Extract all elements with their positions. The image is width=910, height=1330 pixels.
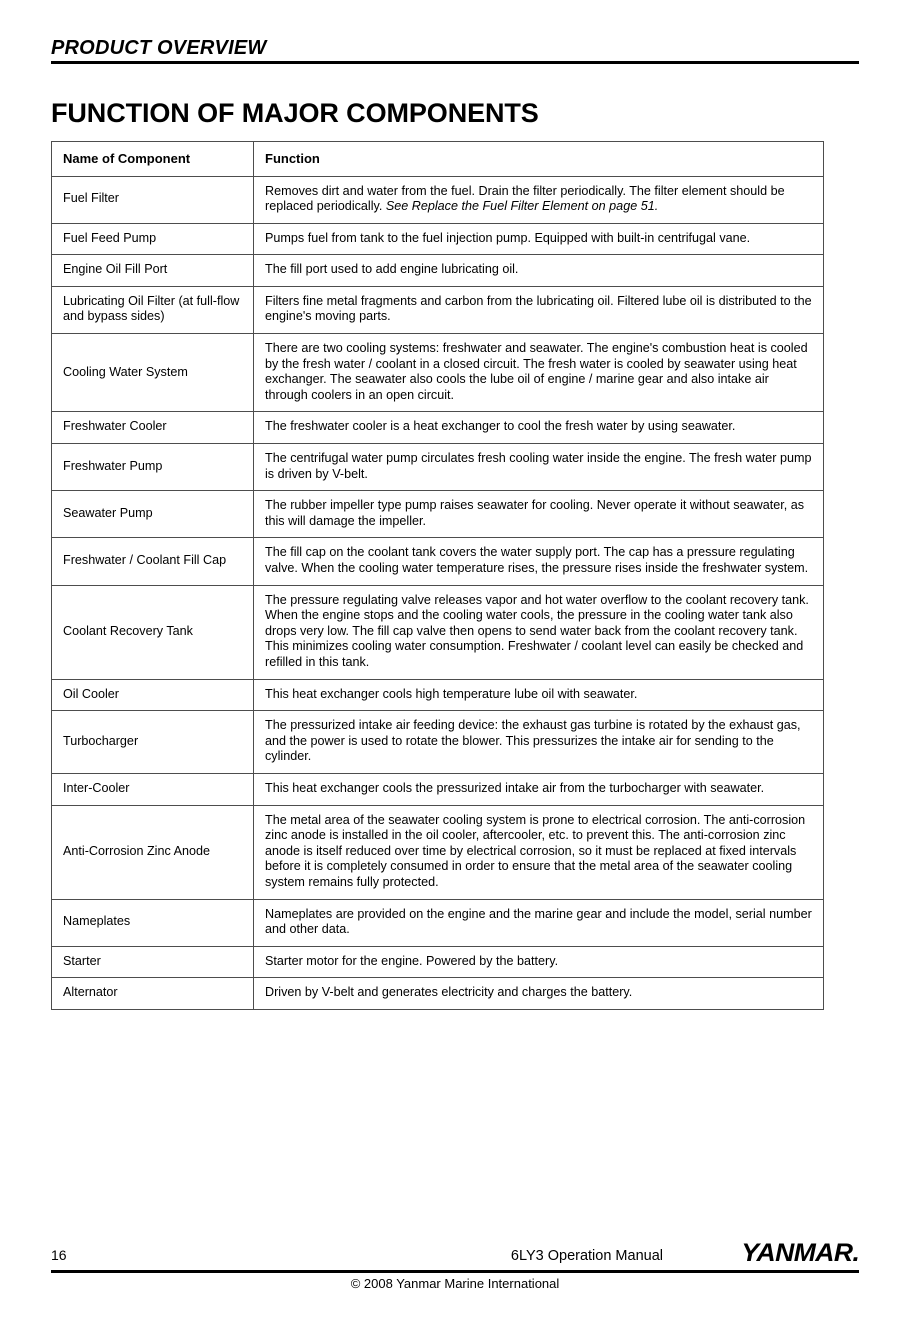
component-function-cell [254, 176, 824, 223]
component-function-cell: This heat exchanger cools the pressurized intake air from the turbocharger with seawater. [254, 773, 824, 805]
section-header [51, 36, 859, 64]
table-row [52, 978, 824, 1010]
page-footer [51, 1239, 859, 1314]
table-row [52, 491, 824, 538]
table-row [52, 711, 824, 774]
function-cross-reference: See Replace the Fuel Filter Element on page 51. [385, 199, 659, 214]
component-function-cell: Driven by V-belt and generates electricity and charges the battery. [254, 978, 824, 1010]
component-function-cell: The pressure regulating valve releases vapor and hot water overflow to the coolant recovery tank. When the engine stops and the cooling water cools, the pressure in the cooling water tank also drops very low. The fill cap valve then opens to send water back from the coolant recovery tank. This minimizes cooling water consumption. Freshwater / coolant level can easily be checked and refilled in this tank. [254, 585, 824, 679]
table-row [52, 899, 824, 946]
component-name-cell: Anti-Corrosion Zinc Anode [52, 805, 254, 899]
component-name-cell: Turbocharger [52, 711, 254, 774]
component-name-cell: Alternator [52, 978, 254, 1010]
table-row [52, 444, 824, 491]
component-name-cell: Seawater Pump [52, 491, 254, 538]
component-name-cell: Inter-Cooler [52, 773, 254, 805]
column-header-name: Name of Component [52, 142, 254, 177]
component-function-cell: The rubber impeller type pump raises seawater for cooling. Never operate it without seawater, as this will damage the impeller. [254, 491, 824, 538]
component-name-cell: Starter [52, 946, 254, 978]
component-name-cell: Cooling Water System [52, 334, 254, 412]
component-function-cell: This heat exchanger cools high temperature lube oil with seawater. [254, 679, 824, 711]
component-name-cell: Fuel Feed Pump [52, 223, 254, 255]
table-row [52, 255, 824, 287]
footer-rule [51, 1270, 859, 1273]
table-row [52, 773, 824, 805]
table-body [52, 176, 824, 1009]
column-header-function: Function [254, 142, 824, 177]
component-function-cell: Filters fine metal fragments and carbon from the lubricating oil. Filtered lube oil is distributed to the engine's moving parts. [254, 286, 824, 333]
table-row [52, 805, 824, 899]
footer-top-row [51, 1239, 859, 1268]
table-header [52, 142, 824, 177]
section-header-rule [51, 61, 859, 64]
component-name-cell: Freshwater Cooler [52, 412, 254, 444]
component-function-cell: There are two cooling systems: freshwater and seawater. The engine's combustion heat is cooled by the fresh water / coolant in a closed circuit. The fresh water is cooled by seawater using heat exchanger. The seawater also cools the lube oil of engine / marine gear and also intake air through coolers in an open circuit. [254, 334, 824, 412]
component-name-cell: Engine Oil Fill Port [52, 255, 254, 287]
footer-manual-title: 6LY3 Operation Manual [510, 1248, 663, 1264]
component-name-cell: Oil Cooler [52, 679, 254, 711]
table-row [52, 412, 824, 444]
component-name-cell: Freshwater Pump [52, 444, 254, 491]
component-name-cell: Coolant Recovery Tank [52, 585, 254, 679]
table-header-row [52, 142, 824, 177]
footer-copyright: © 2008 Yanmar Marine International [350, 1276, 560, 1291]
component-name-cell: Freshwater / Coolant Fill Cap [52, 538, 254, 585]
component-function-cell: Pumps fuel from tank to the fuel injection pump. Equipped with built-in centrifugal vane. [254, 223, 824, 255]
component-function-cell: The centrifugal water pump circulates fresh cooling water inside the engine. The fresh water pump is driven by V-belt. [254, 444, 824, 491]
table-row [52, 334, 824, 412]
component-function-cell: The freshwater cooler is a heat exchanger to cool the fresh water by using seawater. [254, 412, 824, 444]
table-row [52, 679, 824, 711]
table-row [52, 176, 824, 223]
components-table [51, 141, 824, 1010]
table-row [52, 538, 824, 585]
table-row [52, 946, 824, 978]
table-row [52, 585, 824, 679]
component-name-cell: Lubricating Oil Filter (at full-flow and bypass sides) [52, 286, 254, 333]
component-name-cell: Fuel Filter [52, 176, 254, 223]
function-text: Removes dirt and water from the fuel. Drain the filter periodically. The filter element should be replaced periodically. [265, 183, 785, 214]
component-function-cell: The pressurized intake air feeding device: the exhaust gas turbine is rotated by the exhaust gas, and the power is used to rotate the blower. This pressurizes the intake air for sending to the cylinder. [254, 711, 824, 774]
footer-page-number: 16 [51, 1247, 67, 1263]
component-function-cell: The metal area of the seawater cooling system is prone to electrical corrosion. The anti-corrosion zinc anode is installed in the oil cooler, aftercooler, etc. to prevent this. The anti-corrosion zinc anode is itself reduced over time by electrical corrosion, so it must be replaced at fixed intervals before it is completely consumed in order to ensure that the metal area of the seawater cooling system remains fully protected. [254, 805, 824, 899]
page-title: FUNCTION OF MAJOR COMPONENTS [51, 98, 539, 129]
component-function-cell: The fill cap on the coolant tank covers the water supply port. The cap has a pressure regulating valve. When the cooling water temperature rises, the pressure rises inside the freshwater system. [254, 538, 824, 585]
component-function-cell: Nameplates are provided on the engine and the marine gear and include the model, serial number and other data. [254, 899, 824, 946]
component-function-cell: Starter motor for the engine. Powered by the battery. [254, 946, 824, 978]
component-name-cell: Nameplates [52, 899, 254, 946]
table-row [52, 286, 824, 333]
section-header-label: PRODUCT OVERVIEW [51, 37, 267, 59]
yanmar-logo: YANMAR. [741, 1239, 859, 1267]
component-function-cell: The fill port used to add engine lubricating oil. [254, 255, 824, 287]
table-row [52, 223, 824, 255]
